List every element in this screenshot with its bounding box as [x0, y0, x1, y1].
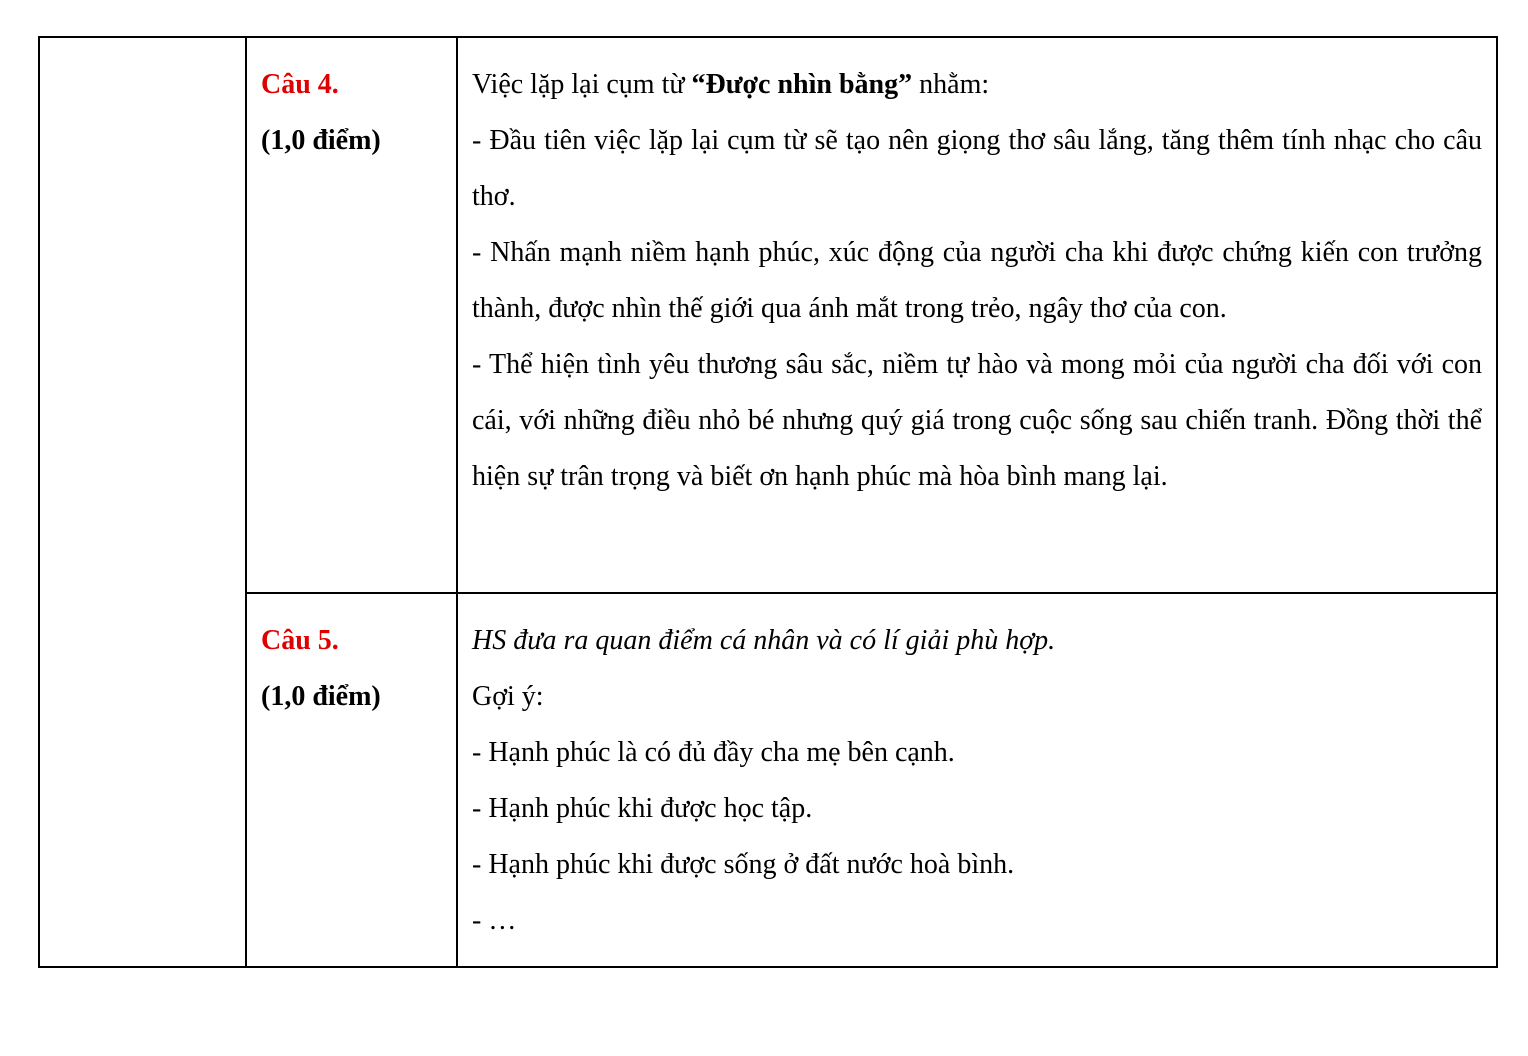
- table-row-cau-4: [39, 37, 1497, 593]
- answer-table: [38, 36, 1498, 968]
- question-title-cau-4: Câu 4.: [261, 69, 339, 100]
- answer-item-cau-4-3: - Thể hiện tình yêu thương sâu sắc, niềm tự hào và mong mỏi của người cha đối với con cái, với những điều nhỏ bé nhưng quý giá trong cuộc sống sau chiến tranh. Đồng thời thể hiện sự trân trọng và biết ơn hạnh phúc mà hòa bình mang lại.: [472, 349, 1482, 492]
- question-points-cau-4: (1,0 điểm): [261, 125, 381, 156]
- question-points-cau-5: (1,0 điểm): [261, 681, 381, 712]
- intro-before: Việc lặp lại cụm từ: [472, 69, 692, 100]
- question-title-cau-5: Câu 5.: [261, 625, 339, 656]
- answer-cell-cau-5: [457, 593, 1497, 967]
- question-cell-cau-5: [246, 593, 457, 967]
- answer-item-cau-4-1: - Đầu tiên việc lặp lại cụm từ sẽ tạo nên giọng thơ sâu lắng, tăng thêm tính nhạc cho câu thơ.: [472, 125, 1482, 212]
- answer-item-cau-5-1: - Hạnh phúc là có đủ đầy cha mẹ bên cạnh.: [472, 737, 955, 768]
- answer-item-cau-5-4: - …: [472, 905, 517, 936]
- answer-cell-cau-4: [457, 37, 1497, 593]
- question-cell-cau-4: [246, 37, 457, 593]
- answer-intro-cau-4: [472, 57, 1482, 113]
- answer-item-cau-5-2: - Hạnh phúc khi được học tập.: [472, 793, 813, 824]
- intro-after: nhằm:: [912, 69, 990, 100]
- table-row-cau-5: [39, 593, 1497, 967]
- answer-item-cau-5-3: - Hạnh phúc khi được sống ở đất nước hoà bình.: [472, 849, 1015, 880]
- intro-emphasis: “Được nhìn bằng”: [691, 69, 913, 100]
- answer-instruction-cau-5: HS đưa ra quan điểm cá nhân và có lí giải phù hợp.: [472, 625, 1056, 656]
- answer-item-cau-4-2: - Nhấn mạnh niềm hạnh phúc, xúc động của người cha khi được chứng kiến con trưởng thành, được nhìn thế giới qua ánh mắt trong trẻo, ngây thơ của con.: [472, 237, 1482, 324]
- empty-section-cell: [39, 37, 246, 967]
- hint-label-cau-5: Gợi ý:: [472, 681, 544, 712]
